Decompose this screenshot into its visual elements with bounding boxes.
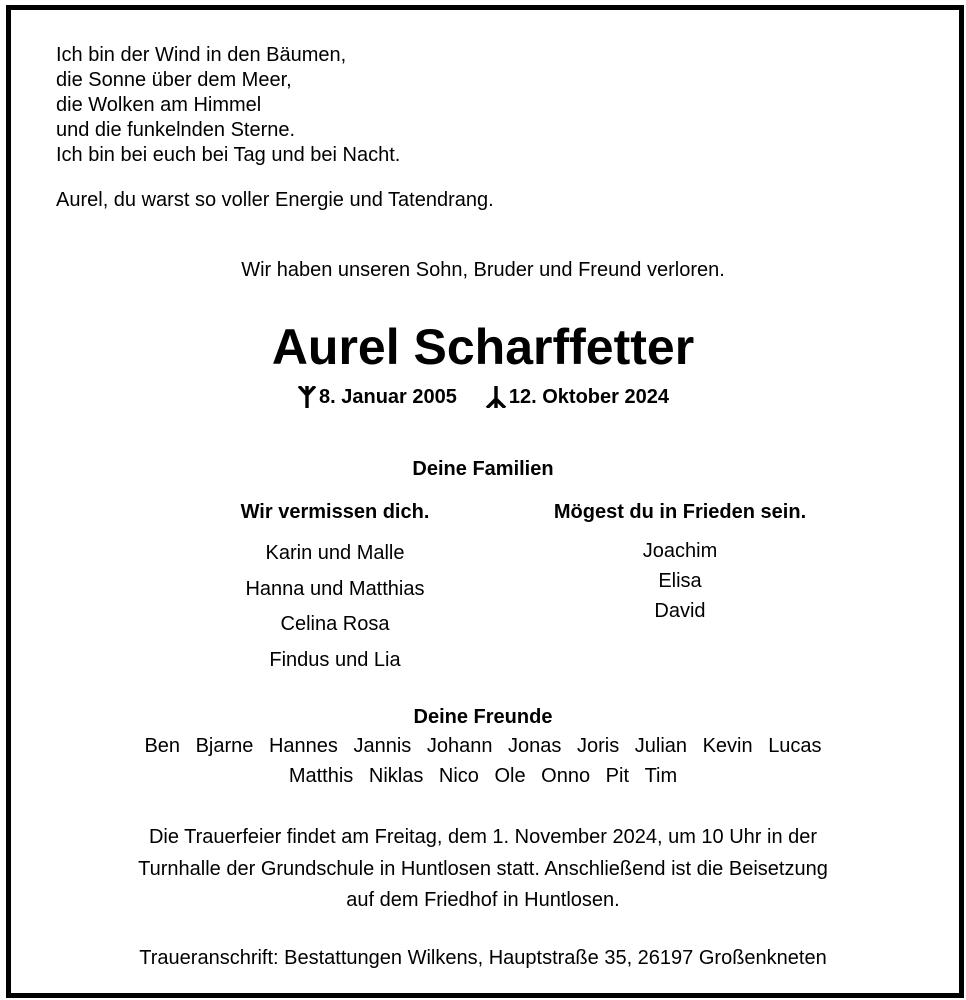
friend-name: Nico <box>438 765 479 787</box>
friend-name: Julian <box>634 735 688 757</box>
poem-line: Ich bin der Wind in den Bäumen, <box>56 44 347 66</box>
family-name: Elisa <box>658 570 702 592</box>
friend-name: Tim <box>644 765 678 787</box>
friends-row <box>40 761 926 791</box>
family-name: Karin und Malle <box>265 542 405 564</box>
friends-row <box>40 731 926 761</box>
mourning-address: Traueranschrift: Bestattungen Wilkens, Hauptstraße 35, 26197 Großenkneten <box>139 947 827 969</box>
friends-list <box>40 731 926 791</box>
lost-line: Wir haben unseren Sohn, Bruder und Freund verloren. <box>241 259 725 281</box>
family-column-left <box>180 498 490 678</box>
birth-date: 8. Januar 2005 <box>319 386 457 408</box>
death-date: 12. Oktober 2024 <box>508 386 669 408</box>
friend-name: Ole <box>494 765 526 787</box>
friend-name: Joris <box>576 735 620 757</box>
life-dates <box>0 383 966 411</box>
birth-rune-icon <box>297 386 317 408</box>
poem-line: und die funkelnden Sterne. <box>56 119 296 141</box>
family-left-heading: Wir vermissen dich. <box>240 501 430 523</box>
friend-name: Jannis <box>353 735 412 757</box>
birth-date-group <box>297 383 457 411</box>
family-name: David <box>654 600 706 622</box>
friend-name: Ben <box>144 735 181 757</box>
family-name: Hanna und Matthias <box>245 577 425 600</box>
family-column-right <box>500 498 860 626</box>
friend-name: Hannes <box>268 735 338 757</box>
service-line: auf dem Friedhof in Huntlosen. <box>346 889 620 911</box>
poem-line: die Sonne über dem Meer, <box>56 69 292 91</box>
service-line: Die Trauerfeier findet am Freitag, dem 1. November 2024, um 10 Uhr in der <box>148 826 818 848</box>
poem-line: die Wolken am Himmel <box>56 94 262 116</box>
tribute-line: Aurel, du warst so voller Energie und Tatendrang. <box>56 189 494 211</box>
friend-name: Pit <box>605 765 629 787</box>
poem <box>56 43 400 168</box>
family-name: Joachim <box>642 540 718 562</box>
families-heading: Deine Familien <box>412 458 554 480</box>
friend-name: Matthis <box>288 765 354 787</box>
deceased-name: Aurel Scharffetter <box>271 319 695 375</box>
friend-name: Bjarne <box>195 735 254 757</box>
poem-line: Ich bin bei euch bei Tag und bei Nacht. <box>56 144 401 166</box>
friend-name: Johann <box>426 735 493 757</box>
friend-name: Kevin <box>702 735 753 757</box>
death-rune-icon <box>485 386 507 408</box>
friend-name: Onno <box>541 765 591 787</box>
service-info <box>40 822 926 917</box>
friend-name: Niklas <box>368 765 424 787</box>
family-right-heading: Mögest du in Frieden sein. <box>553 501 807 523</box>
friend-name: Lucas <box>768 735 822 757</box>
family-name: Findus und Lia <box>269 648 401 671</box>
family-name: Celina Rosa <box>280 613 390 635</box>
friends-heading: Deine Freunde <box>413 706 553 728</box>
service-line: Turnhalle der Grundschule in Huntlosen statt. Anschließend ist die Beisetzung <box>138 857 828 880</box>
friend-name: Jonas <box>508 735 562 757</box>
death-date-group <box>485 383 669 411</box>
